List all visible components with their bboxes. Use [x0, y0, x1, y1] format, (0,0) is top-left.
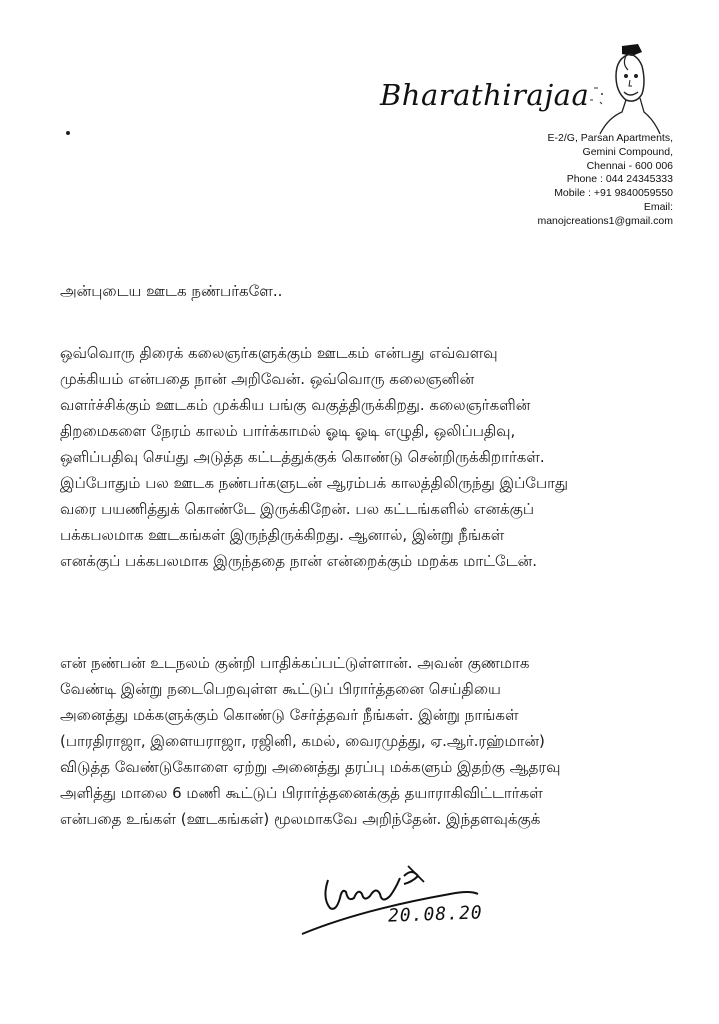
text-line: இப்போதும் பல ஊடக நண்பர்களுடன் ஆரம்பக் காலத்திலிருந்து இப்போது [60, 474, 568, 492]
phone-line: Phone : 044 24345333 [566, 173, 673, 186]
text-line: வரை பயணித்துக் கொண்டே இருக்கிறேன். பல கட்டங்களில் எனக்குப் [60, 500, 535, 518]
handwritten-signature [300, 858, 520, 948]
text-line: அளித்து மாலை 6 மணி கூட்டுப் பிரார்த்தனைக்குத் தயாராகிவிட்டார்கள் [60, 784, 543, 802]
text-line: முக்கியம் என்பதை நான் அறிவேன். ஒவ்வொரு கலைஞனின் [60, 370, 475, 388]
greeting: அன்புடைய ஊடக நண்பர்களே.. [60, 282, 283, 300]
text-line: எனக்குப் பக்கபலமாக இருந்ததை நான் என்றைக்கும் மறக்க மாட்டேன். [60, 552, 537, 570]
mobile-line: Mobile : +91 9840059550 [554, 187, 673, 200]
text-line: விடுத்த வேண்டுகோளை ஏற்று அனைத்து தரப்பு மக்களும் இதற்கு ஆதரவு [60, 758, 561, 776]
paragraph-1 [60, 340, 700, 574]
text-line: என் நண்பன் உடநலம் குன்றி பாதிக்கப்பட்டுள்ளான். அவன் குணமாக [60, 654, 530, 672]
text-line: (பாரதிராஜா, இளையராஜா, ரஜினி, கமல், வைரமுத்து, ஏ.ஆர்.ரஹ்மான்) [60, 732, 545, 750]
letterhead-address [503, 132, 673, 229]
text-line: என்பதை உங்கள் (ஊடகங்கள்) மூலமாகவே அறிந்தேன். இந்தளவுக்குக் [60, 810, 541, 828]
letterhead-name: Bharathirajaa [380, 78, 590, 112]
text-line: வளர்ச்சிக்கும் ஊடகம் முக்கிய பங்கு வகுத்திருக்கிறது. கலைஞர்களின் [60, 396, 531, 414]
address-line: Gemini Compound, [582, 145, 673, 158]
email-address: manojcreations1@gmail.com [537, 214, 673, 227]
portrait-sketch-icon [582, 42, 664, 138]
stray-dot [66, 131, 70, 135]
address-line: Chennai - 600 006 [586, 159, 673, 172]
text-line: ஒளிப்பதிவு செய்து அடுத்த கட்டத்துக்குக் கொண்டு சென்றிருக்கிறார்கள். [60, 448, 545, 466]
paragraph-2 [60, 650, 700, 832]
text-line: பக்கபலமாக ஊடகங்கள் இருந்திருக்கிறது. ஆனால், இன்று நீங்கள் [60, 526, 505, 544]
address-line: E-2/G, Parsan Apartments, [547, 132, 673, 144]
text-line: திறமைகளை நேரம் காலம் பார்க்காமல் ஓடி ஓடி எழுதி, ஒலிப்பதிவு, [60, 422, 516, 440]
signature-date: 20.08.20 [387, 902, 484, 927]
text-line: வேண்டி இன்று நடைபெறவுள்ள கூட்டுப் பிரார்த்தனை செய்தியை [60, 680, 501, 698]
email-label: Email: [643, 200, 673, 213]
text-line: அனைத்து மக்களுக்கும் கொண்டு சேர்த்தவர் நீங்கள். இன்று நாங்கள் [60, 706, 519, 724]
text-line: ஒவ்வொரு திரைக் கலைஞர்களுக்கும் ஊடகம் என்பது எவ்வளவு [60, 344, 498, 362]
